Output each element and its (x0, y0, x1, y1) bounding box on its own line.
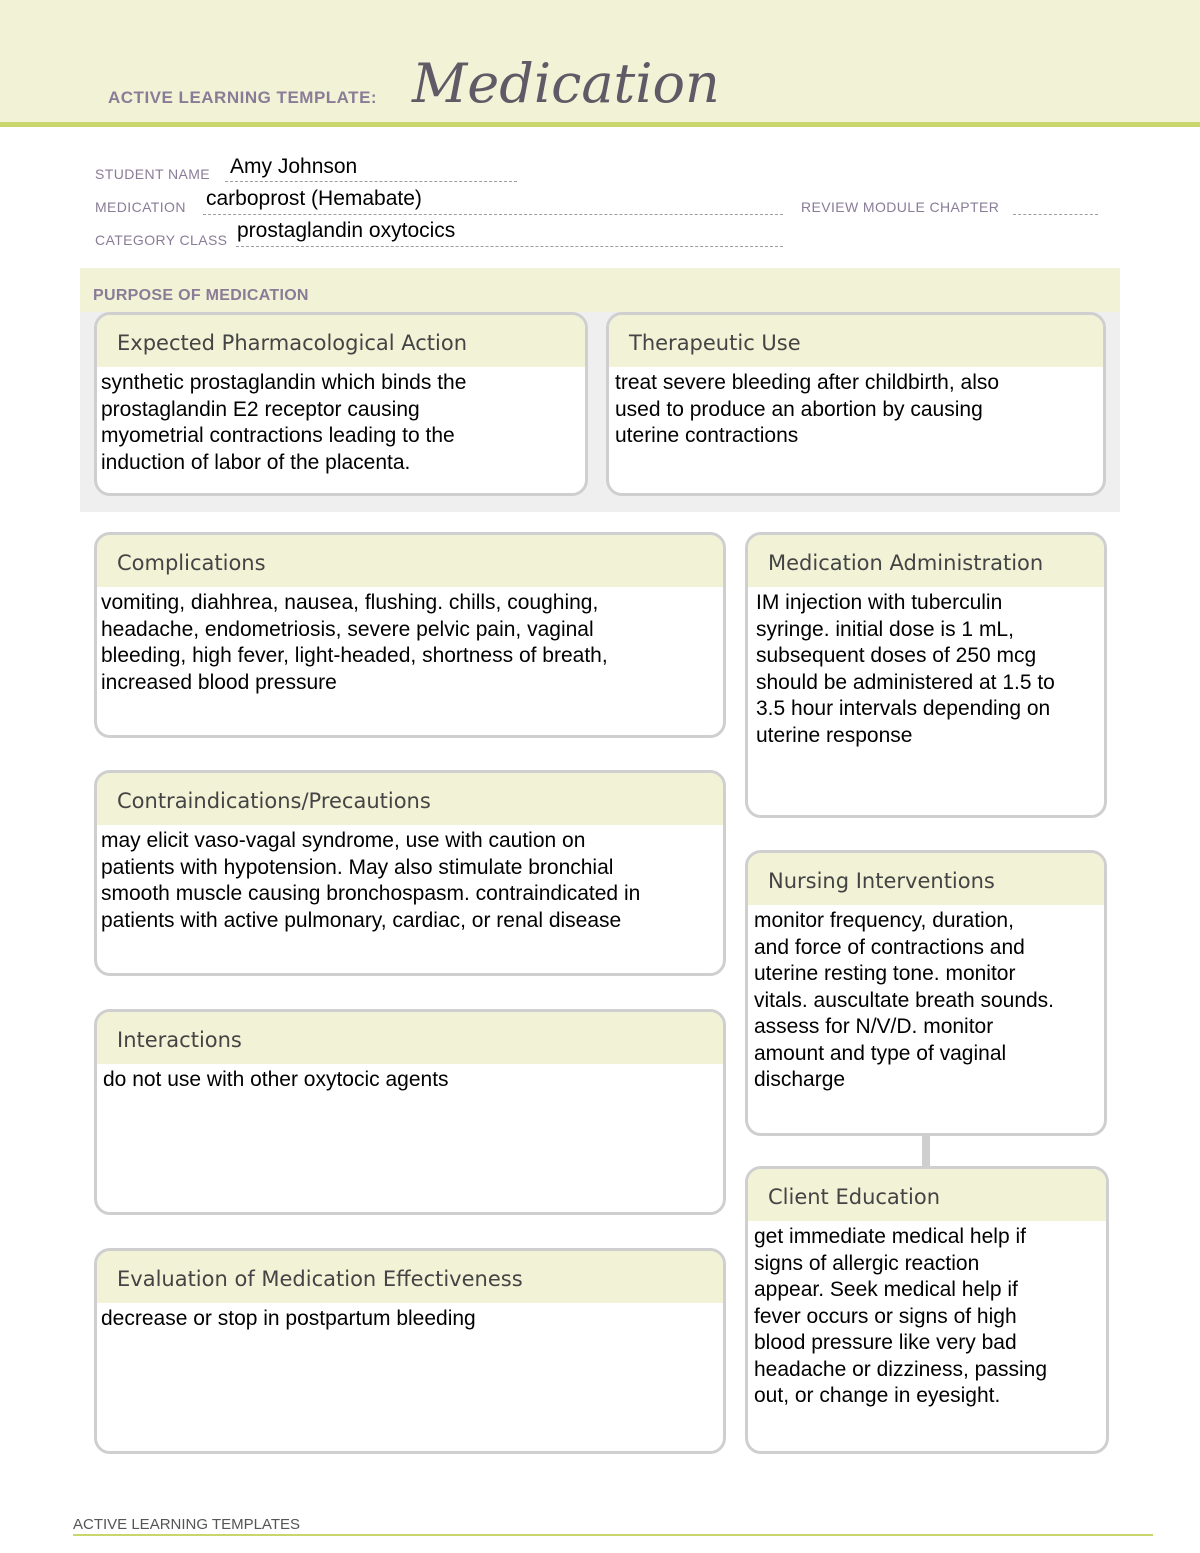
administration-box (745, 532, 1107, 818)
contraindications-text[interactable]: may elicit vaso-vagal syndrome, use with caution on patients with hypotension. May also stimulate bronchial smooth muscle causing bronchospasm. contraindicated in patients with active pulmonary, cardiac, or renal disease (101, 829, 641, 932)
interactions-text[interactable]: do not use with other oxytocic agents (103, 1068, 449, 1091)
client-education-text[interactable]: get immediate medical help if signs of allergic reaction appear. Seek medical help if fever occurs or signs of high blood pressure like very bad headache or dizziness, passing out, or change in eyesight. (754, 1225, 1048, 1407)
footer-label: ACTIVE LEARNING TEMPLATES (73, 1516, 300, 1533)
medication-label: MEDICATION (95, 199, 186, 215)
complications-text[interactable]: vomiting, diahhrea, nausea, flushing. chills, coughing, headache, endometriosis, severe pelvic pain, vaginal bleeding, high fever, light-headed, shortness of breath, increased blood pressure (101, 591, 608, 694)
medication-field[interactable]: carboprost (Hemabate) (206, 187, 422, 210)
page-title: Medication (412, 52, 720, 115)
therapeutic-use-box (606, 312, 1106, 496)
therapeutic-use-heading: Therapeutic Use (609, 315, 1103, 367)
administration-heading: Medication Administration (748, 535, 1104, 587)
expected-action-text[interactable]: synthetic prostaglandin which binds the prostaglandin E2 receptor causing myometrial contractions leading to the induction of labor of the placenta. (101, 371, 467, 474)
medication-line (203, 214, 783, 215)
category-class-line (236, 246, 783, 247)
nursing-interventions-box (745, 850, 1107, 1136)
nursing-interventions-text[interactable]: monitor frequency, duration, and force of contractions and uterine resting tone. monitor vitals. auscultate breath sounds. assess for N/V/D. monitor amount and type of vaginal discharge (754, 909, 1055, 1091)
therapeutic-use-text[interactable]: treat severe bleeding after childbirth, also used to produce an abortion by causing uterine contractions (615, 371, 1000, 447)
client-education-box (745, 1166, 1109, 1454)
expected-action-box (94, 312, 588, 496)
footer-rule (73, 1534, 1153, 1536)
expected-action-heading: Expected Pharmacological Action (97, 315, 585, 367)
template-label: ACTIVE LEARNING TEMPLATE: (108, 88, 378, 107)
administration-text[interactable]: IM injection with tuberculin syringe. initial dose is 1 mL, subsequent doses of 250 mcg should be administered at 1.5 to 3.5 hour intervals depending on uterine response (756, 591, 1055, 747)
interactions-box (94, 1009, 726, 1215)
nursing-education-connector (922, 1134, 930, 1168)
client-education-heading: Client Education (748, 1169, 1106, 1221)
contraindications-heading: Contraindications/Precautions (97, 773, 723, 825)
evaluation-heading: Evaluation of Medication Effectiveness (97, 1251, 723, 1303)
purpose-title: PURPOSE OF MEDICATION (93, 287, 309, 304)
category-class-field[interactable]: prostaglandin oxytocics (237, 219, 456, 242)
contraindications-box (94, 770, 726, 976)
header-rule (0, 122, 1200, 127)
interactions-heading: Interactions (97, 1012, 723, 1064)
complications-box (94, 532, 726, 738)
category-class-label: CATEGORY CLASS (95, 232, 228, 248)
complications-heading: Complications (97, 535, 723, 587)
review-module-line (1013, 214, 1098, 215)
student-name-field[interactable]: Amy Johnson (230, 155, 358, 178)
student-name-line (225, 181, 517, 182)
evaluation-text[interactable]: decrease or stop in postpartum bleeding (101, 1307, 476, 1330)
evaluation-box (94, 1248, 726, 1454)
nursing-interventions-heading: Nursing Interventions (748, 853, 1104, 905)
student-name-label: STUDENT NAME (95, 166, 210, 182)
review-module-label: REVIEW MODULE CHAPTER (801, 199, 1000, 215)
